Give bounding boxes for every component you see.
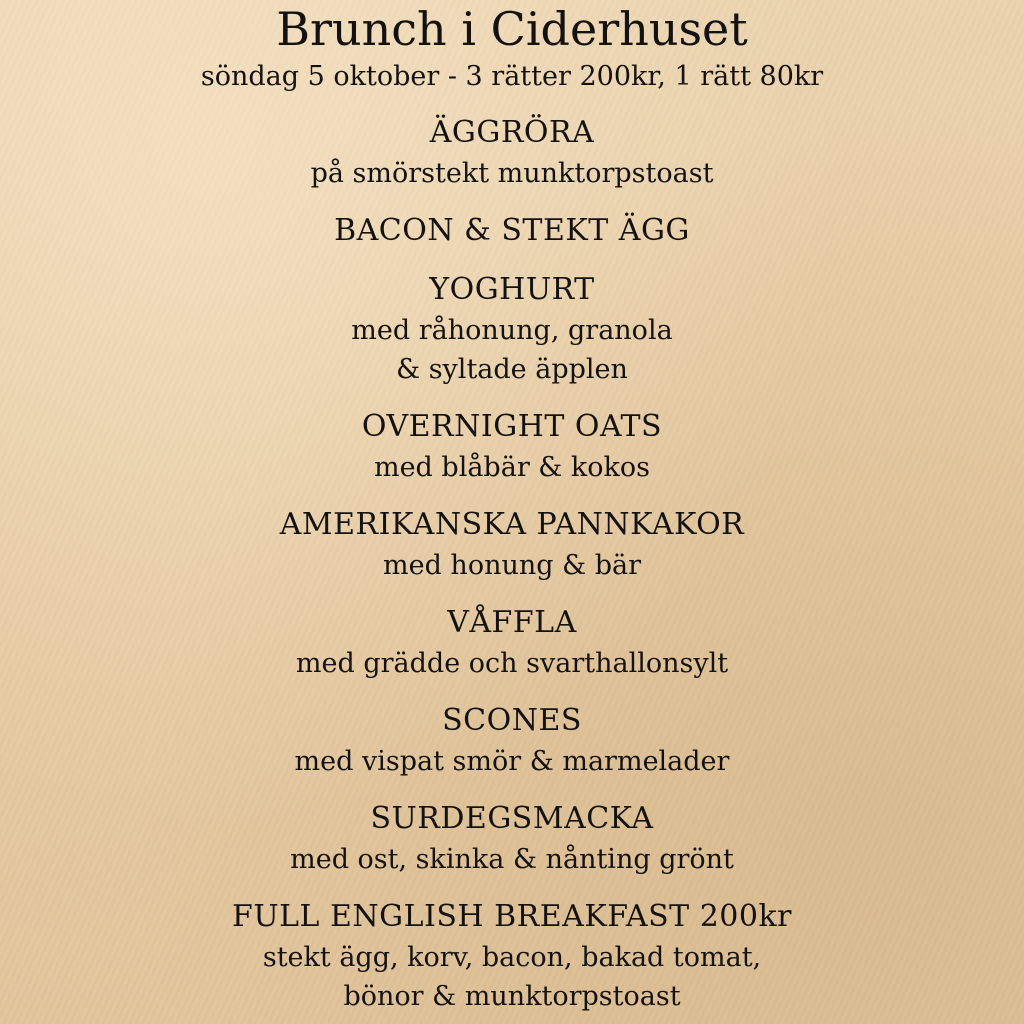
dish-name: YOGHURT (429, 272, 595, 307)
dish-name: SCONES (442, 703, 582, 738)
dish-description: med blåbär & kokos (373, 452, 651, 483)
dish-name: AMERIKANSKA PANNKAKOR (279, 507, 745, 542)
dish-description: med honung & bär (382, 550, 642, 581)
dish-description: med råhonung, granola (351, 315, 673, 346)
dish-name: VÅFFLA (447, 605, 577, 640)
dish-description: med vispat smör & marmelader (294, 746, 730, 777)
menu-title: Brunch i Ciderhuset (276, 2, 748, 56)
dish-name: OVERNIGHT OATS (361, 409, 663, 444)
dish-name: ÄGGRÖRA (429, 115, 595, 150)
dish-name: BACON & STEKT ÄGG (334, 213, 690, 248)
dish-name: SURDEGSMACKA (370, 801, 654, 836)
dish-description: på smörstekt munktorpstoast (310, 158, 714, 189)
dish-description: stekt ägg, korv, bacon, bakad tomat, (262, 942, 762, 973)
dish-description: bönor & munktorpstoast (343, 981, 681, 1012)
dish-name: FULL ENGLISH BREAKFAST 200kr (232, 899, 792, 934)
dish-description: med grädde och svarthallonsylt (295, 648, 729, 679)
dish-description: & syltade äpplen (396, 354, 628, 385)
menu-subtitle: söndag 5 oktober - 3 rätter 200kr, 1 rätt 80kr (200, 61, 824, 92)
dish-description: med ost, skinka & nånting grönt (290, 844, 734, 875)
